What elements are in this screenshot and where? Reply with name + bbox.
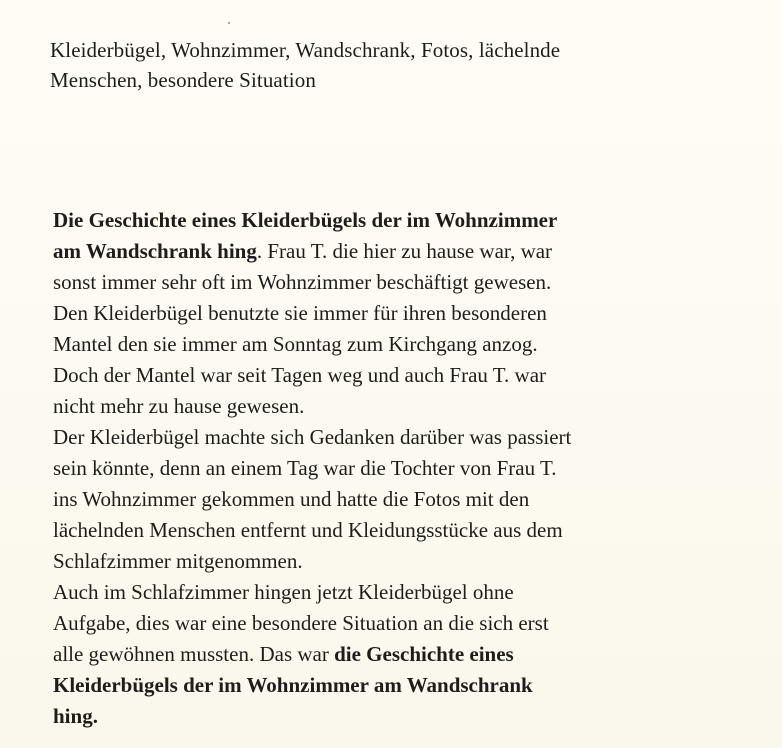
story-title-bold-end: am Wandschrank hing: [53, 239, 257, 263]
story-line-12: Schlafzimmer mitgenommen.: [53, 549, 303, 573]
story-line-17: [53, 701, 743, 732]
story-closing-bold-2: Kleiderbügels der im Wohnzimmer am Wandschrank: [53, 673, 533, 697]
story-line-9: sein könnte, denn an einem Tag war die Tochter von Frau T.: [53, 456, 557, 480]
story-line-10: ins Wohnzimmer gekommen und hatte die Fotos mit den: [53, 487, 530, 511]
story-text: [53, 205, 743, 732]
story-line-13: Auch im Schlafzimmer hingen jetzt Kleiderbügel ohne: [53, 580, 514, 604]
story-line-4: Den Kleiderbügel benutzte sie immer für ihren besonderen: [53, 301, 547, 325]
story-line-15: [53, 639, 743, 670]
story-line-3: sonst immer sehr oft im Wohnzimmer beschäftigt gewesen.: [53, 270, 552, 294]
story-line-16: [53, 670, 743, 701]
story-line-15-plain: alle gewöhnen mussten. Das war: [53, 642, 335, 666]
scan-speck: [228, 22, 230, 24]
story-line-5: Mantel den sie immer am Sonntag zum Kirchgang anzog.: [53, 332, 538, 356]
story-line-2: [53, 236, 743, 267]
story-line-7: nicht mehr zu hause gewesen.: [53, 394, 305, 418]
story-closing-bold: die Geschichte eines: [334, 642, 514, 666]
story-line-14: Aufgabe, dies war eine besondere Situation an die sich erst: [53, 611, 549, 635]
story-line-1: [53, 205, 743, 236]
story-line-11: lächelnden Menschen entfernt und Kleidungsstücke aus dem: [53, 518, 563, 542]
story-line-8: Der Kleiderbügel machte sich Gedanken darüber was passiert: [53, 425, 572, 449]
keyword-line-2: Menschen, besondere Situation: [50, 68, 316, 92]
story-line-2-rest: . Frau T. die hier zu hause war, war: [256, 239, 553, 263]
story-closing-bold-3: hing.: [53, 704, 98, 728]
keyword-list: [50, 35, 690, 95]
keyword-line-1: Kleiderbügel, Wohnzimmer, Wandschrank, Fotos, lächelnde: [50, 38, 561, 62]
story-title-bold: Die Geschichte eines Kleiderbügels der im Wohnzimmer: [53, 208, 558, 232]
story-line-6: Doch der Mantel war seit Tagen weg und auch Frau T. war: [53, 363, 547, 387]
